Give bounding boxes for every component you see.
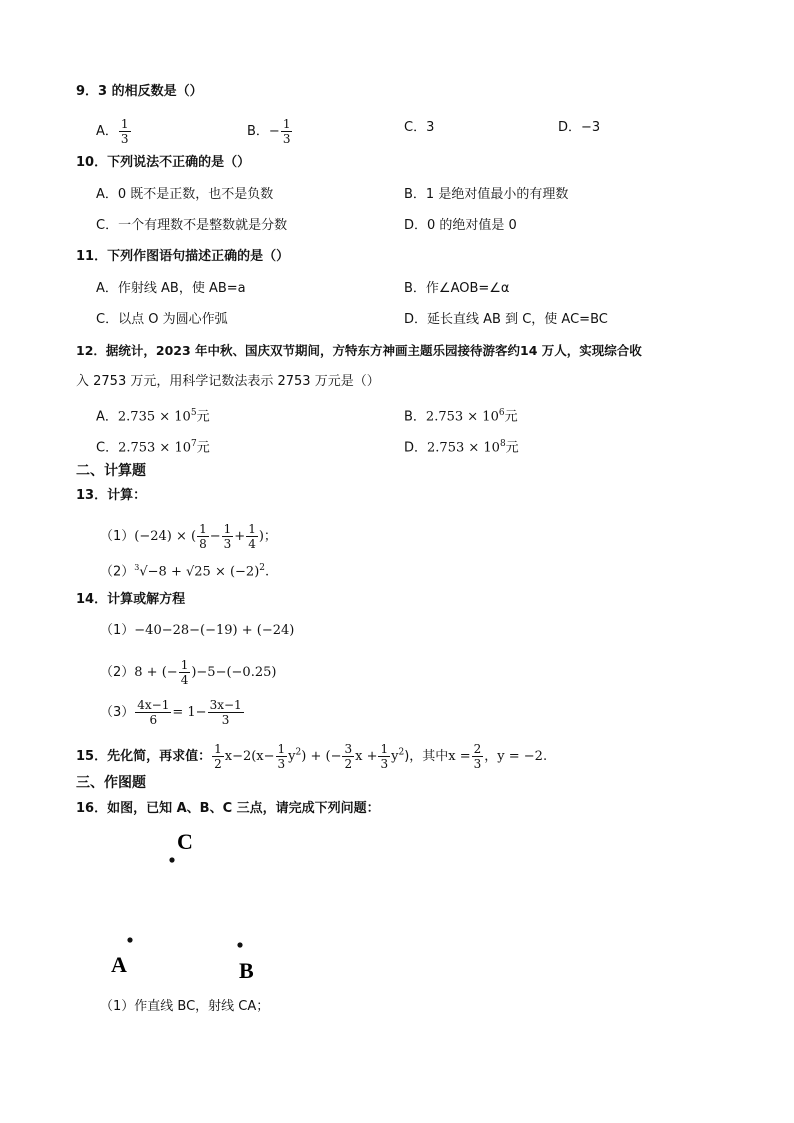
point-b <box>237 942 242 947</box>
q13-part2: $(2)^3√-8 + √25 \times (-2)^2$. <box>100 563 270 580</box>
q12-stem-line1: 12．据统计，2023 年中秋、国庆双节期间，方特东方神画主题乐园接待游客约14 万人，实现综合收 <box>76 343 642 358</box>
q12-option-b: B．$2.753 \times 10^6$元 <box>404 408 518 425</box>
q9-option-c: C．3 <box>404 120 435 135</box>
q11-option-b: B．作∠AOB=∠α <box>404 281 510 296</box>
q16-figure <box>100 828 320 988</box>
q14-part2: （2）8 + (− $\frac{1}{4}$ )−5−(−0.25) <box>100 658 277 687</box>
q14-part3: （3） $\frac{4x-1}{6}$ = 1− $\frac{3x-1}{3}$ <box>100 698 242 727</box>
q12-option-c: C．$2.753 \times 10^7$元 <box>96 439 210 456</box>
point-c <box>169 857 174 862</box>
q10-stem: 10．下列说法不正确的是（） <box>76 155 251 170</box>
q14-stem: 14．计算或解方程 <box>76 592 186 607</box>
q11-option-c: C．以点 O 为圆心作弧 <box>96 312 228 327</box>
q9-option-d: D．−3 <box>558 120 601 135</box>
section-heading-drawing: 三、作图题 <box>76 775 146 791</box>
label-c: C <box>177 829 193 854</box>
q10-option-c: C．一个有理数不是整数就是分数 <box>96 218 288 233</box>
q12-option-a: A．$2.735 \times 10^5$元 <box>96 408 210 425</box>
q11-option-a: A．作射线 AB，使 AB=a <box>96 281 246 296</box>
label-b: B <box>239 958 254 983</box>
q13-part1: （1）(−24) × ( $\frac{1}{8}$ − $\frac{1}{3}$ + $\frac{1}{4}$ )； <box>100 522 277 551</box>
q14-part1: （1）−40−28−(−19) + (−24) <box>100 623 295 638</box>
q11-stem: 11．下列作图语句描述正确的是（） <box>76 249 290 264</box>
q10-option-d: D．0 的绝对值是 0 <box>404 218 517 233</box>
q13-stem: 13．计算： <box>76 488 147 503</box>
label-a: A <box>111 952 127 977</box>
q11-option-d: D．延长直线 AB 到 C，使 AC=BC <box>404 312 608 327</box>
q16-stem: 16．如图，已知 A、B、C 三点，请完成下列问题： <box>76 801 380 816</box>
q9-option-b: B．− $\frac{1}{3}$ <box>247 117 291 146</box>
q10-option-b: B．1 是绝对值最小的有理数 <box>404 187 569 202</box>
q10-option-a: A．0 既不是正数，也不是负数 <box>96 187 274 202</box>
section-heading-calculation: 二、计算题 <box>76 463 146 479</box>
q12-option-d: D．$2.753 \times 10^8$元 <box>404 439 519 456</box>
q12-stem-line2: 入 2753 万元，用科学记数法表示 2753 万元是（） <box>76 374 380 389</box>
q9-option-a: A． $\frac{1}{3}$ <box>96 117 129 146</box>
q9-stem: 9．3 的相反数是（） <box>76 84 203 99</box>
point-a <box>127 937 132 942</box>
q15-problem: 15．先化简，再求值： $\frac{1}{2}$ x−2(x− $\frac{1}{3}$ $y^2$) + (− $\frac{3}{2}$ x + $\frac{1}{3}$ $y^2$)，其中x = $\frac{2}{3}$ ，y = −2. <box>76 742 548 771</box>
q16-part1: （1）作直线 BC，射线 CA； <box>100 999 270 1014</box>
